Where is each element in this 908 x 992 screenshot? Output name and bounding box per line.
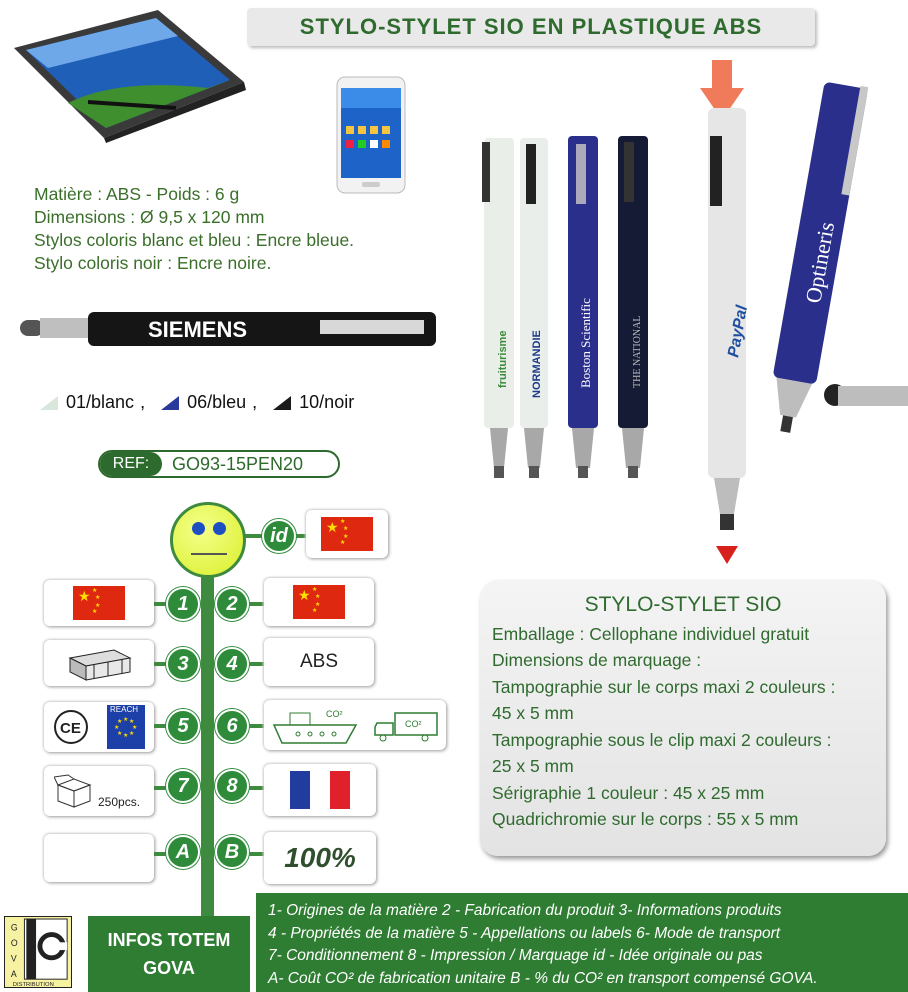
card-2 <box>264 578 374 626</box>
branded-pen-image <box>18 310 438 348</box>
totem-link <box>244 534 264 538</box>
pack-quantity: 250pcs. <box>98 795 141 809</box>
totem-link <box>249 662 265 666</box>
color-separator: , <box>140 392 146 412</box>
svg-text:fruiturisme: fruiturisme <box>497 330 509 388</box>
tablet-pc-image <box>8 8 248 143</box>
ce-mark-icon <box>53 709 89 745</box>
color-label: 01/blanc <box>66 392 135 412</box>
node-2: 2 <box>215 587 249 621</box>
card-8 <box>264 764 376 816</box>
ship-icon <box>270 703 360 747</box>
card-1 <box>44 580 154 626</box>
svg-text:PayPal: PayPal <box>725 304 752 359</box>
spec-line: Dimensions : Ø 9,5 x 120 mm <box>34 207 265 227</box>
gova-logo <box>4 916 72 988</box>
totem-link <box>249 724 265 728</box>
spec-line: Matière : ABS - Poids : 6 g <box>34 184 240 204</box>
stylus-tip-closeup <box>824 384 908 406</box>
info-line: Emballage : Cellophane individuel gratuit <box>492 623 810 644</box>
node-1: 1 <box>166 587 200 621</box>
eye-icon <box>213 522 226 535</box>
swatch-white-icon <box>40 396 58 410</box>
legend-line: A- Coût CO² de fabrication unitaire B - % du CO² en transport compensé GOVA. <box>268 969 818 987</box>
legend-line: 7- Conditionnement 8 - Impression / Marquage id - Idée originale ou pas <box>268 947 763 964</box>
color-label: 10/noir <box>299 392 355 412</box>
france-flag-icon <box>290 771 350 809</box>
card-a <box>44 834 154 882</box>
info-line: 25 x 5 mm <box>492 756 574 776</box>
svg-text:Optineris: Optineris <box>800 220 840 305</box>
node-4: 4 <box>215 647 249 681</box>
svg-text:★: ★ <box>123 732 129 739</box>
svg-text:★: ★ <box>123 716 129 723</box>
totem-link <box>249 602 265 606</box>
infos-totem-label <box>88 916 250 992</box>
svg-text:O: O <box>10 938 18 949</box>
reference-badge <box>98 450 340 478</box>
china-flag-icon: ★ ★ ★ ★ ★ <box>293 585 345 619</box>
node-a: A <box>166 835 200 869</box>
svg-text:★: ★ <box>114 724 120 731</box>
card-5 <box>44 702 154 752</box>
info-line: 45 x 5 mm <box>492 703 574 723</box>
packaging-box-icon <box>64 644 134 682</box>
info-line: Sérigraphie 1 couleur : 45 x 25 mm <box>492 782 765 803</box>
china-flag-icon: ★ ★ ★ ★ ★ <box>321 517 373 551</box>
pen-white-1 <box>482 138 514 478</box>
product-info-box <box>480 580 886 856</box>
svg-text:V: V <box>10 953 17 964</box>
svg-text:★: ★ <box>117 718 123 725</box>
smiley-icon <box>170 502 246 578</box>
spec-line: Stylo coloris noir : Encre noire. <box>34 253 272 273</box>
info-title: STYLO-STYLET SIO <box>584 593 782 616</box>
svg-text:CO²: CO² <box>404 719 421 729</box>
node-6: 6 <box>215 709 249 743</box>
card-b <box>264 832 376 884</box>
infos-line: GOVA <box>143 958 195 978</box>
color-label: 06/bleu <box>187 392 247 412</box>
material-label: ABS <box>299 651 339 672</box>
svg-text:NORMANDIE: NORMANDIE <box>531 330 543 398</box>
svg-text:CE: CE <box>60 720 81 737</box>
swatch-black-icon <box>273 396 291 410</box>
info-line: Tampographie sous le clip maxi 2 couleurs : <box>492 729 832 750</box>
truck-icon <box>371 705 441 745</box>
card-id <box>306 510 388 558</box>
legend-box <box>256 893 908 992</box>
color-separator: , <box>252 392 258 412</box>
color-options <box>40 392 354 413</box>
eye-icon <box>192 522 205 535</box>
info-line: Dimensions de marquage : <box>492 650 702 670</box>
totem-link <box>249 786 265 790</box>
svg-text:★: ★ <box>129 718 135 725</box>
info-line: Quadrichromie sur le corps : 55 x 5 mm <box>492 809 799 829</box>
node-7: 7 <box>166 769 200 803</box>
china-flag-icon: ★ ★ ★ ★ ★ <box>73 586 125 620</box>
info-line: Tampographie sur le corps maxi 2 couleurs : <box>492 676 836 697</box>
spec-line: Stylos coloris blanc et bleu : Encre bleue. <box>34 230 355 250</box>
co2-compensation-percent: 100% <box>284 842 356 873</box>
infos-line: INFOS TOTEM <box>107 930 231 950</box>
svg-text:★: ★ <box>129 730 135 737</box>
legend-line: 4 - Propriétés de la matière 5 - Appellations ou labels 6- Mode de transport <box>268 924 781 942</box>
pen-brand-text: SIEMENS <box>148 317 248 342</box>
node-b: B <box>215 835 249 869</box>
legend-line: 1- Origines de la matière 2 - Fabrication du produit 3- Informations produits <box>268 902 782 919</box>
pen-white-2 <box>520 138 548 478</box>
node-id: id <box>262 519 296 553</box>
svg-text:Boston Scientific: Boston Scientific <box>578 298 593 388</box>
card-4 <box>264 638 374 686</box>
ref-value: GO93-15PEN20 <box>172 453 304 474</box>
node-8: 8 <box>215 769 249 803</box>
svg-text:★: ★ <box>132 724 138 731</box>
card-7 <box>44 766 154 816</box>
smartphone-image <box>336 76 406 194</box>
reach-label-icon: REACH ★ ★ ★ ★ ★ ★ ★ ★ <box>107 705 145 749</box>
svg-text:A: A <box>10 969 17 980</box>
card-6 <box>264 700 446 750</box>
pen-black <box>618 136 648 478</box>
card-3 <box>44 640 154 686</box>
totem-stem <box>201 570 214 920</box>
page-title: STYLO-STYLET SIO EN PLASTIQUE ABS <box>247 8 815 46</box>
svg-text:THE NATIONAL: THE NATIONAL <box>632 315 643 388</box>
svg-text:G: G <box>10 922 18 933</box>
mouth-icon <box>191 553 227 555</box>
pen-optineris <box>764 80 869 436</box>
carton-box-icon <box>54 773 94 809</box>
svg-text:★: ★ <box>117 730 123 737</box>
pen-paypal <box>700 60 751 564</box>
pen-blue <box>568 136 598 478</box>
pens-product-image <box>470 58 908 578</box>
node-3: 3 <box>166 647 200 681</box>
specs-text <box>34 183 354 275</box>
svg-text:DISTRIBUTION: DISTRIBUTION <box>12 981 54 988</box>
node-5: 5 <box>166 709 200 743</box>
swatch-blue-icon <box>161 396 179 410</box>
totem-link <box>249 852 265 856</box>
svg-text:CO²: CO² <box>325 709 342 719</box>
ref-label: REF: <box>100 452 162 476</box>
